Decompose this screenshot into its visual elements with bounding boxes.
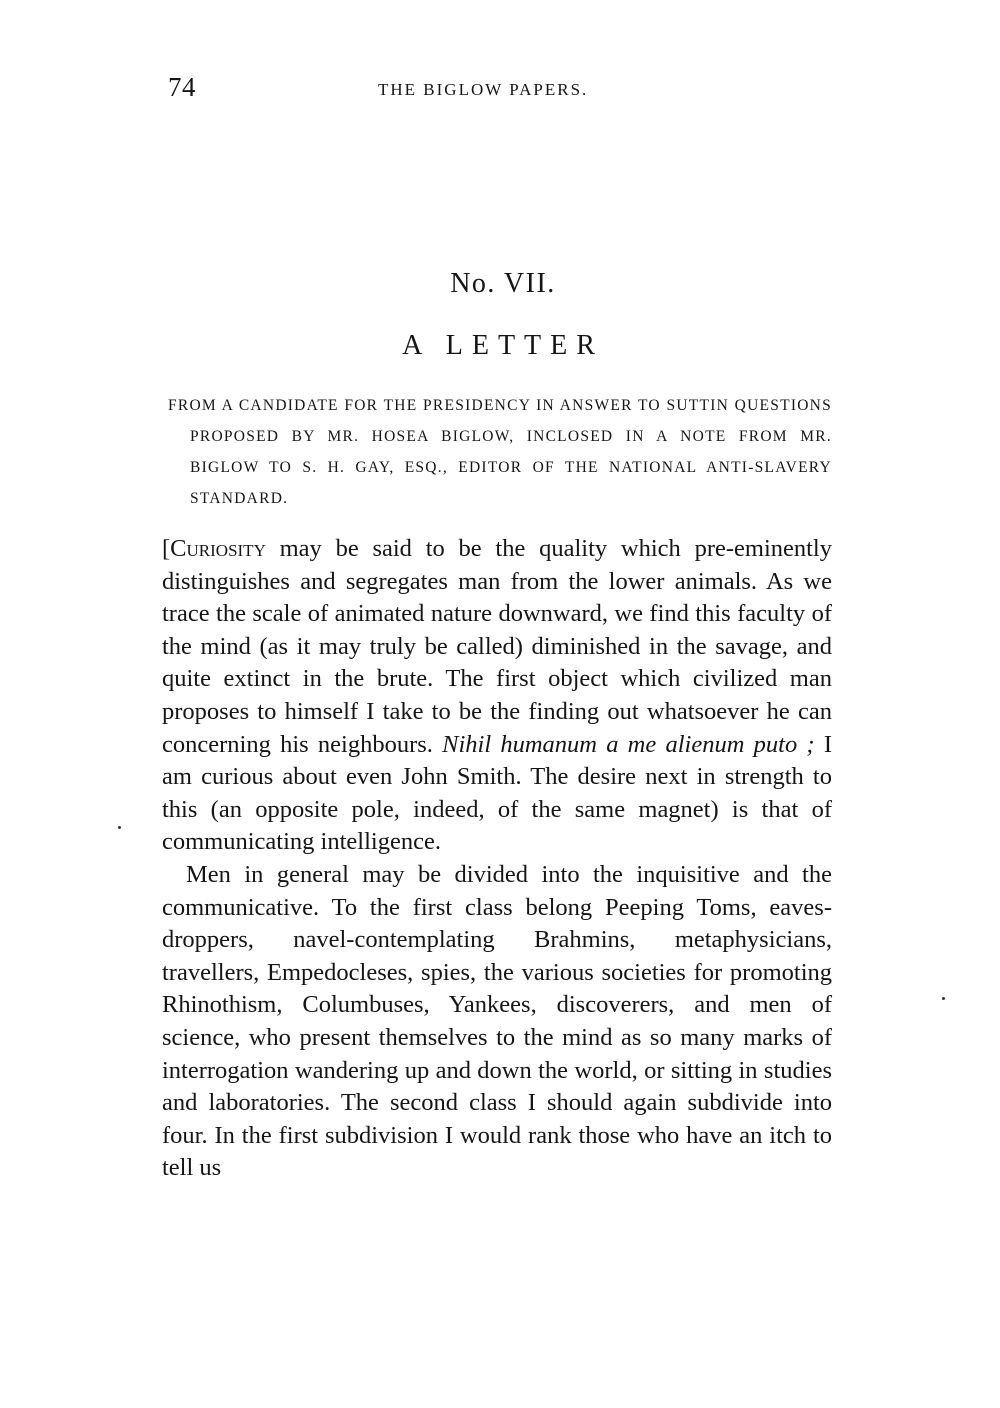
print-speck <box>942 997 945 1000</box>
lead-word: Curiosity <box>170 535 266 562</box>
page-number: 74 <box>168 72 196 102</box>
print-speck <box>118 826 121 829</box>
chapter-subtitle: FROM A CANDIDATE FOR THE PRESIDENCY IN ANSWER TO SUTTIN QUESTIONS PROPOSED BY MR. HOSEA BIGLOW, INCLOSED IN A NOTE FROM MR. BIGLOW TO S. H. GAY, ESQ., EDITOR OF THE NATIONAL ANTI-SLAVERY STANDARD. <box>168 397 832 507</box>
latin-quotation: Nihil humanum a me alienum puto ; <box>442 730 815 758</box>
body-text <box>162 533 832 1185</box>
opening-bracket: [ <box>162 535 171 562</box>
paragraph-1 <box>162 533 832 859</box>
chapter-title: A LETTER <box>402 330 604 361</box>
running-head <box>168 72 830 112</box>
paragraph-2: Men in general may be divided into the inquisitive and the communicative. To the first class belong Peeping Toms, eaves-droppers, navel-contemplating Brahmins, metaphysicians, travellers, Empedocleses, spies, the various societies for promoting Rhinothism, Columbuses, Yankees, discoverers, and men of science, who present themselves to the mind as so many marks of interrogation wandering up and down the world, or sitting in studies and laboratories. The second class I should again subdivide into four. In the first subdivision I would rank those who have an itch to tell us <box>162 860 832 1182</box>
running-title: THE BIGLOW PAPERS. <box>378 80 589 99</box>
chapter-number: No. VII. <box>450 268 556 299</box>
paragraph-1-text-b: I am curious about even John Smith. The desire next in strength to this (an opposite pole, indeed, of the same magnet) is that of communicating intelligence. <box>162 730 832 856</box>
paragraph-1-text-a: may be said to be the quality which pre-eminently distinguishes and segregates man from the lower animals. As we trace the scale of animated nature downward, we find this faculty of the mind (as it may truly be called) diminished in the savage, and quite extinct in the brute. The first object which civilized man proposes to himself I take to be the finding out whatsoever he can concerning his neighbours. <box>162 535 832 758</box>
